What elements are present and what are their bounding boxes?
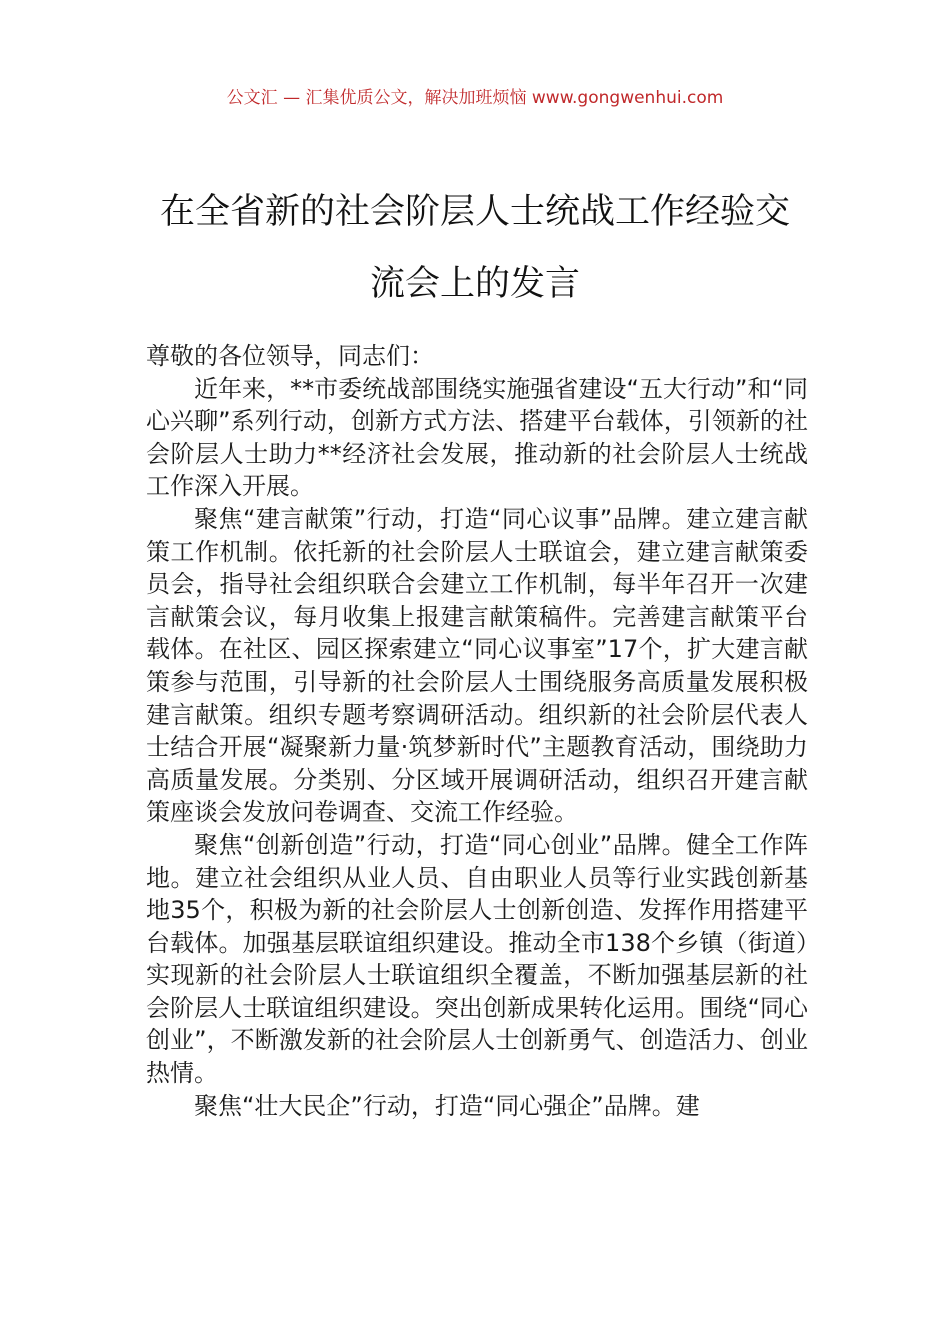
paragraph-3: 聚焦“创新创造”行动，打造“同心创业”品牌。健全工作阵地。建立社会组织从业人员、自由职业人员等行业实践创新基地35个，积极为新的社会阶层人士创新创造、发挥作用搭建平台载体。加强基层联谊组织建设。推动全市138个乡镇（街道）实现新的社会阶层人士联谊组织全覆盖，不断加强基层新的社会阶层人士联谊组织建设。突出创新成果转化运用。围绕“同心创业”，不断激发新的社会阶层人士创新勇气、创造活力、创业热情。 <box>146 830 808 1088</box>
document-body <box>146 340 808 1122</box>
title-line-1: 在全省新的社会阶层人士统战工作经验交 <box>159 192 790 232</box>
site-banner: 公文汇 — 汇集优质公文，解决加班烦恼 www.gongwenhui.com <box>226 88 724 108</box>
paragraph-2: 聚焦“建言献策”行动，打造“同心议事”品牌。建立建言献策工作机制。依托新的社会阶层人士联谊会，建立建言献策委员会，指导社会组织联合会建立工作机制，每半年召开一次建言献策会议，每月收集上报建言献策稿件。完善建言献策平台载体。在社区、园区探索建立“同心议事室”17个，扩大建言献策参与范围，引导新的社会阶层人士围绕服务高质量发展积极建言献策。组织专题考察调研活动。组织新的社会阶层代表人士结合开展“凝聚新力量·筑梦新时代”主题教育活动，围绕助力高质量发展。分类别、分区域开展调研活动，组织召开建言献策座谈会发放问卷调查、交流工作经验。 <box>146 504 808 827</box>
paragraph-1: 近年来，**市委统战部围绕实施强省建设“五大行动”和“同心兴聊”系列行动，创新方式方法、搭建平台载体，引领新的社会阶层人士助力**经济社会发展，推动新的社会阶层人士统战工作深入开展。 <box>146 374 808 501</box>
paragraph-4: 聚焦“壮大民企”行动，打造“同心强企”品牌。建 <box>194 1091 700 1120</box>
salutation: 尊敬的各位领导，同志们： <box>146 342 434 370</box>
document-title <box>100 176 850 320</box>
title-line-2: 流会上的发言 <box>369 264 580 304</box>
